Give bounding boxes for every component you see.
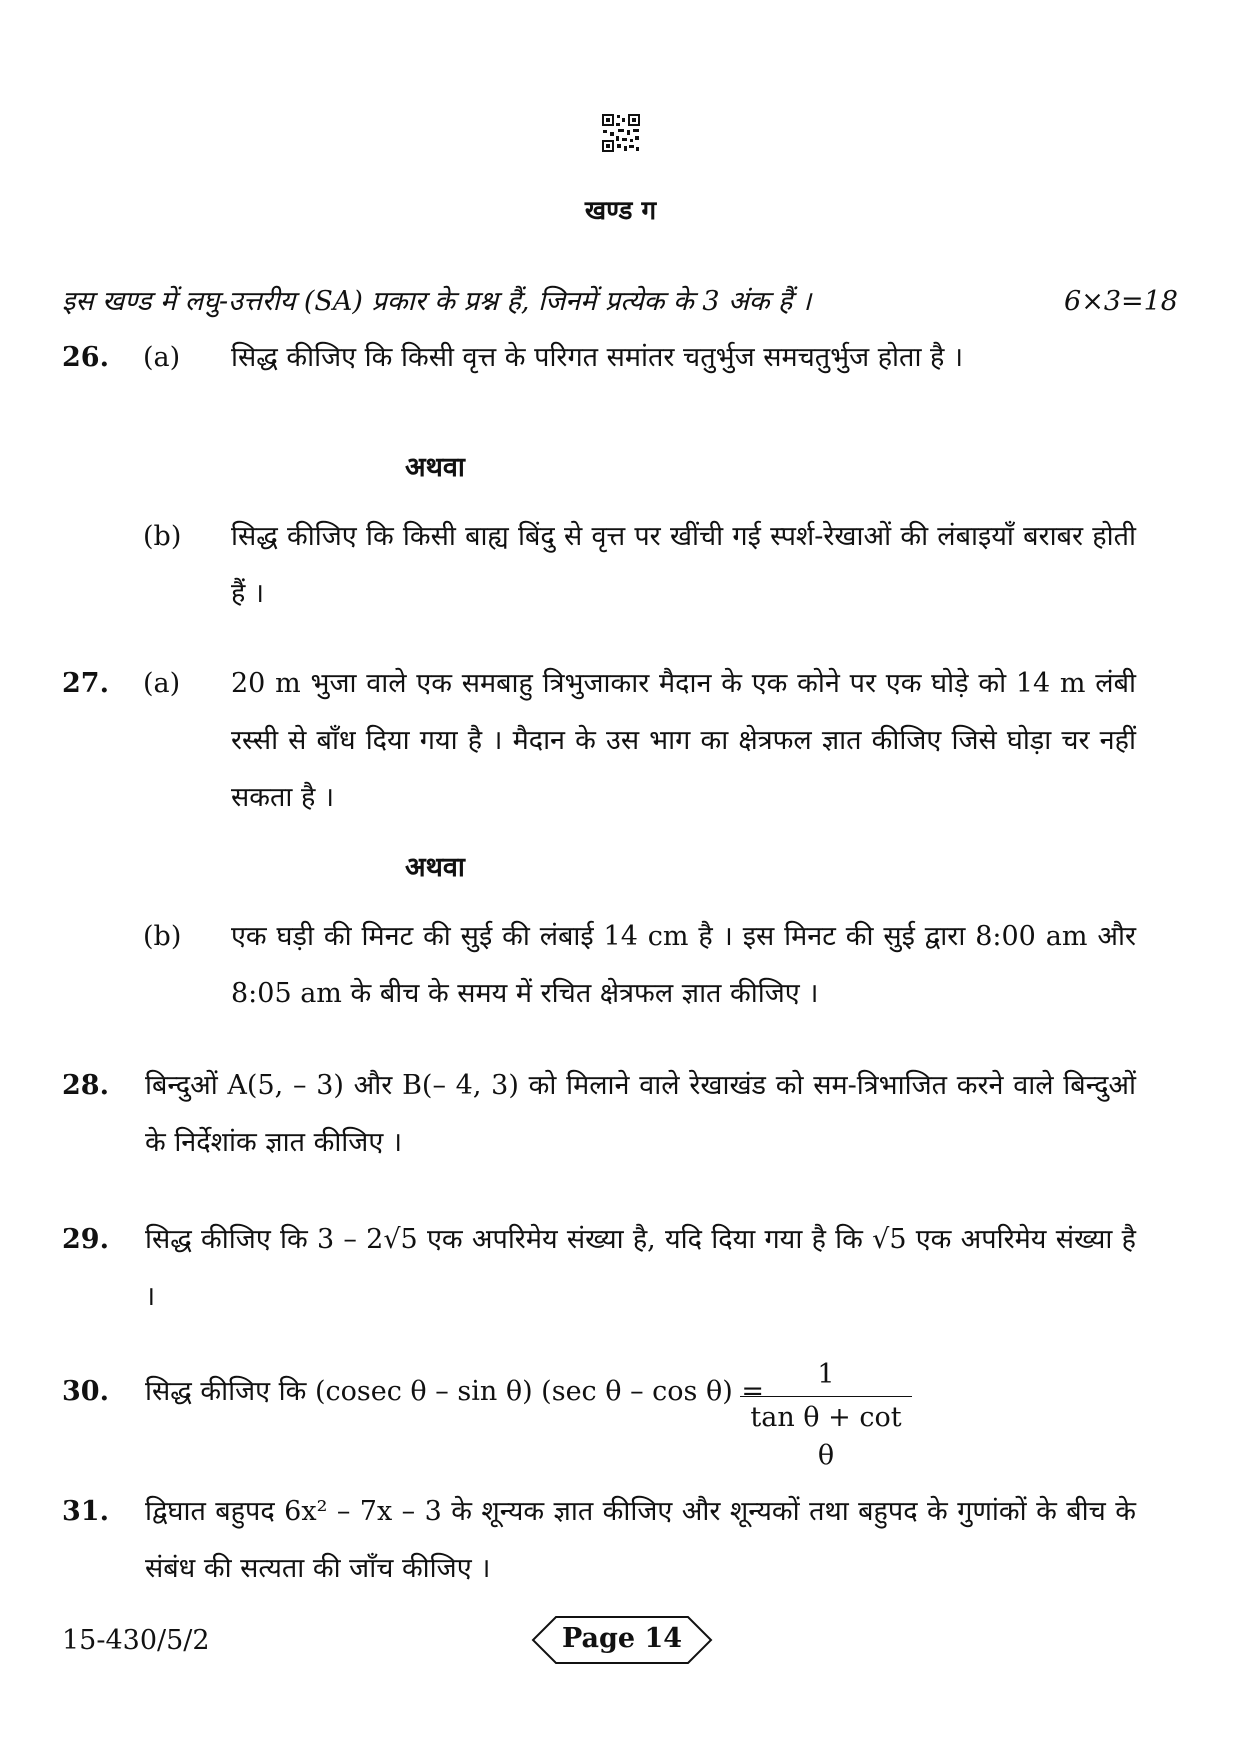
question-26-or: अथवा bbox=[405, 452, 465, 483]
paper-code: 15-430/5/2 bbox=[62, 1625, 210, 1656]
question-27-number: 27. bbox=[62, 668, 109, 699]
question-31-text: द्विघात बहुपद 6x² – 7x – 3 के शून्यक ज्ञात कीजिए और शून्यकों तथा बहुपद के गुणांकों के बीच के संबंध की सत्यता की जाँच कीजिए । bbox=[145, 1496, 1136, 1584]
question-28-number: 28. bbox=[62, 1070, 109, 1101]
page-number-badge bbox=[530, 1614, 714, 1666]
section-instructions bbox=[62, 285, 1178, 319]
section-marks: 6×3=18 bbox=[1064, 286, 1178, 317]
question-29-number: 29. bbox=[62, 1224, 109, 1255]
question-27-a-text: 20 m भुजा वाले एक समबाहु त्रिभुजाकार मैदान के एक कोने पर एक घोड़े को 14 m लंबी रस्सी से बाँध दिया गया है । मैदान के उस भाग का क्षेत्रफल ज्ञात कीजिए जिसे घोड़ा चर नहीं सकता है । bbox=[231, 668, 1136, 813]
question-26-b-text: सिद्ध कीजिए कि किसी बाह्य बिंदु से वृत्त पर खींची गई स्पर्श-रेखाओं की लंबाइयाँ बराबर होती हैं । bbox=[231, 521, 1136, 609]
question-31-number: 31. bbox=[62, 1496, 109, 1527]
question-27-b-label: (b) bbox=[143, 921, 182, 952]
question-30-number: 30. bbox=[62, 1376, 109, 1407]
question-26-b-label: (b) bbox=[143, 521, 182, 552]
question-26-a-label: (a) bbox=[143, 342, 181, 373]
question-30-text: सिद्ध कीजिए कि (cosec θ – sin θ) (sec θ – cos θ) = bbox=[145, 1376, 764, 1407]
question-27-b-text: एक घड़ी की मिनट की सुई की लंबाई 14 cm है । इस मिनट की सुई द्वारा 8:00 am और 8:05 am के बीच के समय में रचित क्षेत्रफल ज्ञात कीजिए । bbox=[231, 921, 1136, 1009]
question-26-a-text: सिद्ध कीजिए कि किसी वृत्त के परिगत समांतर चतुर्भुज समचतुर्भुज होता है । bbox=[231, 342, 964, 373]
section-title: खण्ड ग bbox=[584, 196, 657, 226]
question-27-a-label: (a) bbox=[143, 668, 181, 699]
question-27-or: अथवा bbox=[405, 852, 465, 883]
instructions-text: इस खण्ड में लघु-उत्तरीय (SA) प्रकार के प्रश्न हैं, जिनमें प्रत्येक के 3 अंक हैं । bbox=[62, 286, 812, 317]
question-26-number: 26. bbox=[62, 342, 109, 373]
qr-code-icon bbox=[601, 113, 641, 153]
fraction-numerator: 1 bbox=[740, 1356, 912, 1397]
question-30-fraction bbox=[740, 1356, 912, 1475]
fraction-denominator: tan θ + cot θ bbox=[750, 1402, 902, 1471]
question-29-text: सिद्ध कीजिए कि 3 – 2√5 एक अपरिमेय संख्या है, यदि दिया गया है कि √5 एक अपरिमेय संख्या है । bbox=[145, 1224, 1136, 1312]
page-number: Page 14 bbox=[561, 1623, 683, 1654]
question-28-text: बिन्दुओं A(5, – 3) और B(– 4, 3) को मिलाने वाले रेखाखंड को सम-त्रिभाजित करने वाले बिन्दुओं के निर्देशांक ज्ञात कीजिए । bbox=[145, 1070, 1136, 1158]
